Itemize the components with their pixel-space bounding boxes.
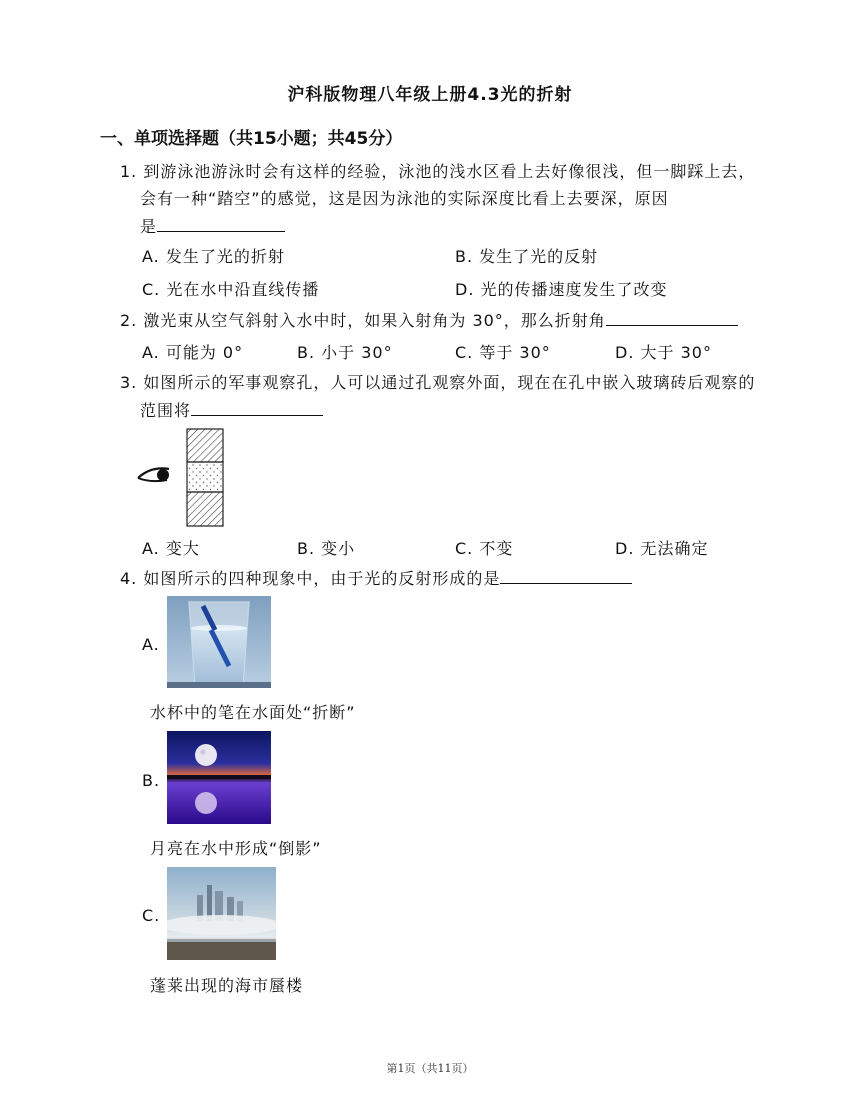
question-1-line-3-text: 是	[140, 217, 158, 236]
question-3-line-2-text: 范围将	[140, 401, 192, 420]
question-2-text: 2. 激光束从空气斜射入水中时，如果入射角为 30°，那么折射角	[120, 311, 606, 330]
wall-top-block	[187, 429, 223, 462]
question-3-line-1: 3. 如图所示的军事观察孔，人可以通过孔观察外面，现在在孔中嵌入玻璃砖后观察的	[120, 373, 756, 392]
answer-blank-3[interactable]	[191, 397, 323, 416]
question-1-line-1: 1. 到游泳池游泳时会有这样的经验，泳池的浅水区看上去好像很浅，但一脚踩上去，	[120, 162, 756, 181]
q2-option-b: B. 小于 30°	[297, 343, 393, 362]
q3-option-d: D. 无法确定	[615, 539, 709, 558]
mirage-photo	[167, 867, 276, 960]
q2-option-c: C. 等于 30°	[455, 343, 551, 362]
glass-brick	[187, 462, 223, 492]
wall-bottom-block	[187, 492, 223, 526]
answer-blank-4[interactable]	[500, 565, 632, 584]
q4-choice-b-letter: B.	[142, 771, 161, 790]
q4-choice-c-letter: C.	[142, 906, 161, 925]
q1-option-a: A. 发生了光的折射	[142, 247, 285, 266]
q4-choice-b-caption: 月亮在水中形成“倒影”	[150, 839, 322, 858]
q1-option-b: B. 发生了光的反射	[455, 247, 599, 266]
question-2-line-1	[120, 304, 738, 337]
page-title: 沪科版物理八年级上册4.3光的折射	[287, 85, 573, 105]
q1-option-c: C. 光在水中沿直线传播	[142, 280, 320, 299]
question-1-line-3	[140, 210, 285, 243]
q3-option-b: B. 变小	[297, 539, 356, 558]
page-footer: 第1页（共11页）	[386, 1062, 474, 1075]
question-3-line-2	[140, 394, 323, 427]
q4-choice-a-letter: A.	[142, 635, 160, 654]
answer-blank-1[interactable]	[157, 213, 285, 232]
question-4-text: 4. 如图所示的四种现象中，由于光的反射形成的是	[120, 569, 501, 588]
q4-choice-c-caption: 蓬莱出现的海市蜃楼	[150, 976, 304, 995]
q2-option-d: D. 大于 30°	[615, 343, 712, 362]
glass-pen-photo	[167, 596, 271, 688]
question-4-line-1	[120, 562, 632, 595]
question-1-line-2: 会有一种“踏空”的感觉，这是因为泳池的实际深度比看上去要深，原因	[140, 189, 669, 208]
q3-option-a: A. 变大	[142, 539, 200, 558]
observation-hole-figure	[135, 428, 230, 528]
q3-option-c: C. 不变	[455, 539, 514, 558]
answer-blank-2[interactable]	[606, 307, 738, 326]
q1-option-d: D. 光的传播速度发生了改变	[455, 280, 668, 299]
section-heading: 一、单项选择题（共15小题；共45分）	[100, 129, 403, 149]
eye-icon	[138, 468, 169, 481]
q4-choice-a-caption: 水杯中的笔在水面处“折断”	[150, 703, 356, 722]
moon-reflection-photo	[167, 731, 271, 824]
q2-option-a: A. 可能为 0°	[142, 343, 244, 362]
